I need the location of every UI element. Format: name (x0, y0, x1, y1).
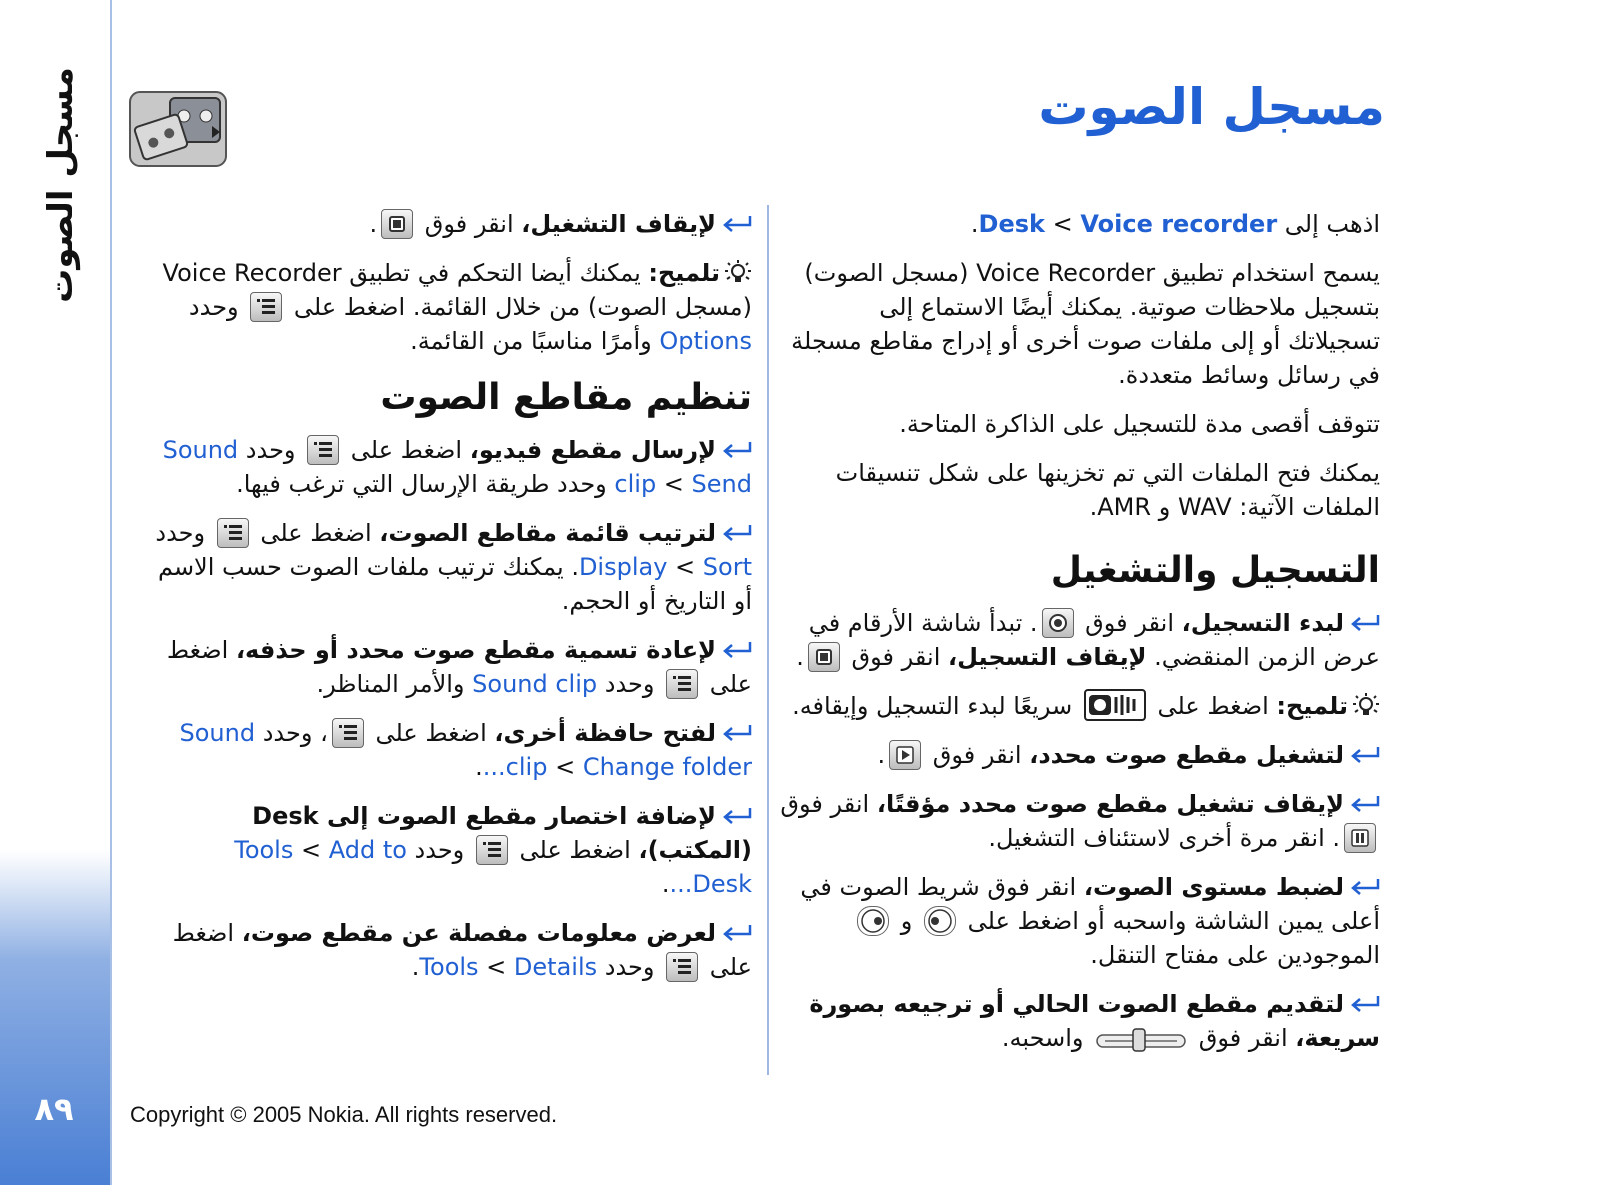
menu-path-sound-clip: Sound clip (162, 436, 657, 498)
menu-path-voice-recorder: Voice recorder (1080, 210, 1278, 238)
menu-key-icon (666, 669, 698, 699)
voice-recorder-app-icon (128, 90, 228, 168)
menu-path-details: Details (513, 953, 598, 981)
arrow-bullet-icon (1348, 794, 1380, 814)
sidebar (0, 0, 112, 1185)
menu-path-add-to-desk: Add to Desk... (328, 836, 752, 898)
copyright-notice: Copyright © 2005 Nokia. All rights reserved. (130, 1102, 558, 1127)
arrow-bullet-icon (1348, 745, 1380, 765)
intro-paragraph: يسمح استخدام تطبيق Voice Recorder (مسجل الصوت) بتسجيل ملاحظات صوتية. يمكنك أيضًا الاستماع إلى تسجيلاتك أو إلى ملفات صوت أخرى أو إدراج مقاطع مسجلة في رسائل وسائط متعددة. (791, 259, 1380, 389)
arrow-bullet-icon (1348, 994, 1380, 1014)
duration-paragraph: تتوقف أقصى مدة للتسجيل على الذاكرة المتاحة. (899, 410, 1380, 438)
menu-path-change-folder: Change folder... (482, 753, 752, 781)
instruction-seek: لتقديم مقطع الصوت الحالي أو ترجيعه بصورة سريعة، انقر فوق واسحبه. (809, 990, 1380, 1052)
arrow-bullet-icon (1348, 613, 1380, 633)
menu-path-sort: Sort (702, 553, 752, 581)
section-heading-recording: التسجيل والتشغيل (1050, 550, 1380, 591)
nav-right-icon (857, 906, 889, 936)
menu-key-icon (332, 718, 364, 748)
record-key-icon (1042, 608, 1074, 638)
arrow-bullet-icon (720, 806, 752, 826)
tip-options-menu: تلميح: يمكنك أيضا التحكم في تطبيق Voice Recorder (مسجل الصوت) من خلال القائمة. اضغط على وحدد Options وأمرًا مناسبًا من القائمة. (162, 259, 752, 355)
page-number: ٨٩ (34, 1090, 74, 1128)
play-key-icon (889, 740, 921, 770)
menu-key-icon (476, 835, 508, 865)
menu-key-icon (307, 435, 339, 465)
arrow-bullet-icon (720, 214, 752, 234)
menu-path-options: Options (659, 327, 752, 355)
instruction-send: لإرسال مقطع فيديو، اضغط على وحدد Sound clip < Send وحدد طريقة الإرسال التي ترغب فيها. (162, 436, 752, 498)
arrow-bullet-icon (1348, 877, 1380, 897)
arrow-bullet-icon (720, 523, 752, 543)
tip-record-shortcut: تلميح: اضغط على سريعًا لبدء التسجيل وإيقافه. (780, 689, 1380, 723)
left-column (142, 207, 752, 999)
pause-key-icon (1344, 823, 1376, 853)
arrow-bullet-icon (720, 640, 752, 660)
instruction-add-to-desk: لإضافة اختصار مقطع الصوت إلى Desk (المكتب)، اضغط على وحدد Tools < Add to Desk.... (234, 802, 752, 898)
menu-path-tools: Tools (234, 836, 294, 864)
instruction-pause: لإيقاف تشغيل مقطع صوت محدد مؤقتًا، انقر فوق . انقر مرة أخرى لاستئناف التشغيل. (780, 787, 1380, 855)
instruction-rename: لإعادة تسمية مقطع صوت محدد أو حذفه، اضغط على وحدد Sound clip والأمر المناظر. (166, 636, 752, 698)
arrow-bullet-icon (720, 923, 752, 943)
column-divider (767, 205, 769, 1075)
navigation-instruction: اذهب إلى Desk < Voice recorder. (970, 210, 1380, 238)
menu-key-icon (250, 292, 282, 322)
stop-key-icon (381, 209, 413, 239)
instruction-record: لبدء التسجيل، انقر فوق . تبدأ شاشة الأرقام في عرض الزمن المنقضي. لإيقاف التسجيل، انقر فوق . (796, 609, 1380, 671)
instruction-stop: لإيقاف التشغيل، انقر فوق . (142, 207, 752, 241)
menu-key-icon (217, 518, 249, 548)
arrow-bullet-icon (720, 440, 752, 460)
lightbulb-tip-icon (724, 259, 752, 287)
menu-path-send: Send (691, 470, 752, 498)
menu-path-sound-clip: Sound clip (179, 719, 548, 781)
instruction-details: لعرض معلومات مفصلة عن مقطع صوت، اضغط على وحدد Tools < Details. (172, 919, 752, 981)
arrow-bullet-icon (720, 723, 752, 743)
instruction-sort: لترتيب قائمة مقاطع الصوت، اضغط على وحدد Display < Sort. يمكنك ترتيب ملفات الصوت حسب الاسم أو التاريخ أو الحجم. (155, 519, 752, 615)
formats-paragraph: يمكنك فتح الملفات التي تم تخزينها على شكل تنسيقات الملفات الآتية: WAV و AMR. (835, 459, 1380, 521)
instruction-change-folder: لفتح حافظة أخرى، اضغط على ، وحدد Sound clip < Change folder.... (179, 719, 752, 781)
menu-path-sound-clip: Sound clip (472, 670, 598, 698)
stop-key-icon (808, 642, 840, 672)
instruction-volume: لضبط مستوى الصوت، انقر فوق شريط الصوت في أعلى يمين الشاشة واسحبه أو اضغط على و الموجودين على مفتاح التنقل. (800, 873, 1380, 969)
nav-left-icon (924, 906, 956, 936)
lightbulb-tip-icon (1352, 692, 1380, 720)
instruction-play: لتشغيل مقطع صوت محدد، انقر فوق . (780, 738, 1380, 772)
menu-key-icon (666, 952, 698, 982)
menu-path-display: Display (578, 553, 668, 581)
sidebar-section-title: مسجل الصوت (41, 67, 81, 303)
section-heading-organize: تنظيم مقاطع الصوت (380, 377, 752, 418)
record-shortcut-key-icon (1084, 689, 1146, 721)
menu-path-desk: Desk (978, 210, 1045, 238)
menu-path-tools: Tools (419, 953, 479, 981)
page-title: مسجل الصوت (1038, 78, 1385, 136)
seek-slider-icon (1095, 1027, 1187, 1053)
right-column (780, 207, 1380, 1070)
